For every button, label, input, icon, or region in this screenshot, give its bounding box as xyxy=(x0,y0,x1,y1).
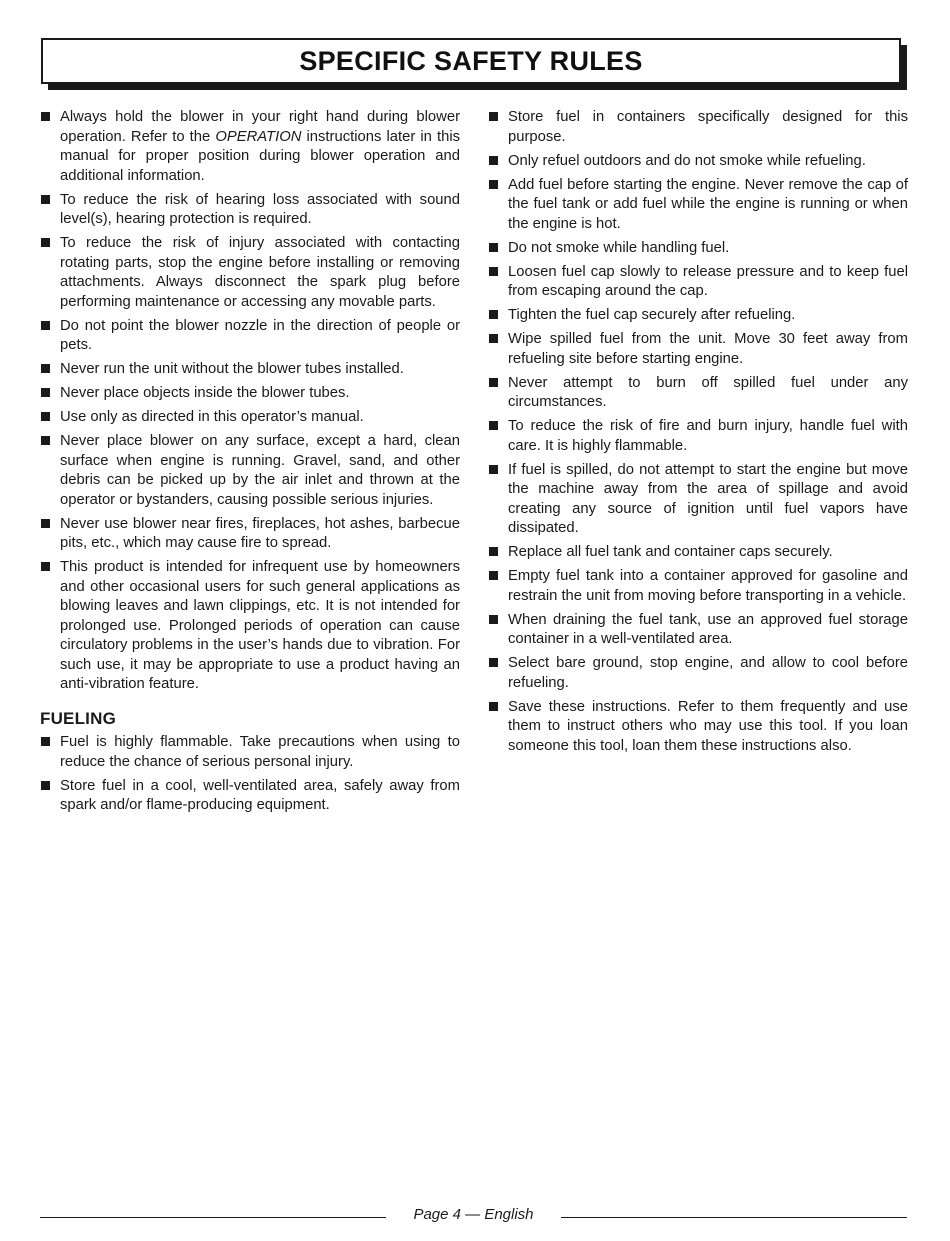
list-item-text: Do not point the blower nozzle in the direction of people or pets. xyxy=(60,317,460,353)
list-item xyxy=(40,360,460,380)
list-item xyxy=(488,176,908,235)
list-item-text: Never attempt to burn off spilled fuel under any circumstances. xyxy=(508,374,908,410)
list-item xyxy=(40,317,460,356)
list-item-text: Never use blower near fires, fireplaces, hot ashes, barbecue pits, etc., which may cause fire to spread. xyxy=(60,515,460,551)
square-bullet-icon xyxy=(489,243,498,252)
square-bullet-icon xyxy=(41,195,50,204)
list-item-text: Always hold the blower in your right hand during blower operation. Refer to the OPERATION instructions later in this manual for proper position during blower operation and additional information. xyxy=(60,109,460,184)
square-bullet-icon xyxy=(41,737,50,746)
square-bullet-icon xyxy=(489,334,498,343)
square-bullet-icon xyxy=(41,388,50,397)
list-item xyxy=(40,108,460,186)
square-bullet-icon xyxy=(489,615,498,624)
list-item xyxy=(488,698,908,757)
list-item-text: Save these instructions. Refer to them frequently and use them to instruct others who may use this tool. If you loan someone this tool, loan them these instructions also. xyxy=(508,698,908,754)
square-bullet-icon xyxy=(489,180,498,189)
right-rules-list xyxy=(488,108,908,756)
list-item xyxy=(488,543,908,563)
page-title: SPECIFIC SAFETY RULES xyxy=(299,45,643,76)
square-bullet-icon xyxy=(41,562,50,571)
list-item-text: Select bare ground, stop engine, and allow to cool before refueling. xyxy=(508,655,908,691)
list-item-text: Never run the unit without the blower tubes installed. xyxy=(60,361,404,377)
list-item xyxy=(488,152,908,172)
square-bullet-icon xyxy=(41,112,50,121)
left-rules-list xyxy=(40,108,460,695)
list-item-text: This product is intended for infrequent use by homeowners and other occasional users for such general applications as blowing leaves and lawn clippings, etc. It is not intended for prolonged use. Prolonged periods of operation can cause circulatory problems in the user’s hands due to vibration. For such use, it may be appropriate to use a product having an anti-vibration feature. xyxy=(60,559,460,692)
list-item-text: If fuel is spilled, do not attempt to start the engine but move the machine away from the area of spillage and avoid creating any source of ignition until fuel vapors have dissipated. xyxy=(508,461,908,536)
list-item-text: Loosen fuel cap slowly to release pressure and to keep fuel from escaping around the cap. xyxy=(508,263,908,299)
footer-rule-left xyxy=(40,1217,386,1218)
square-bullet-icon xyxy=(489,112,498,121)
list-item-text: Empty fuel tank into a container approved for gasoline and restrain the unit from moving before transporting in a vehicle. xyxy=(508,568,908,604)
operation-reference: OPERATION xyxy=(215,128,302,145)
list-item xyxy=(40,384,460,404)
list-item xyxy=(40,408,460,428)
list-item xyxy=(488,611,908,650)
list-item-text: When draining the fuel tank, use an approved fuel storage container in a well-ventilated area. xyxy=(508,611,908,647)
left-column xyxy=(40,108,460,820)
page-title-banner xyxy=(41,38,907,90)
list-item-text: To reduce the risk of injury associated with contacting rotating parts, stop the engine before installing or removing attachments. Always disconnect the spark plug before performing maintenance or accessing any movable parts. xyxy=(60,235,460,310)
list-item-text: Tighten the fuel cap securely after refueling. xyxy=(508,307,796,323)
square-bullet-icon xyxy=(41,364,50,373)
square-bullet-icon xyxy=(489,310,498,319)
square-bullet-icon xyxy=(489,378,498,387)
fueling-rules-list xyxy=(40,733,460,816)
list-item-text: Use only as directed in this operator’s manual. xyxy=(60,409,364,425)
list-item-text: Replace all fuel tank and container caps securely. xyxy=(508,544,833,560)
list-item xyxy=(488,263,908,302)
list-item-text: Add fuel before starting the engine. Never remove the cap of the fuel tank or add fuel while the engine is running or when the engine is hot. xyxy=(508,176,908,232)
square-bullet-icon xyxy=(41,412,50,421)
list-item xyxy=(40,558,460,695)
list-item-text: To reduce the risk of fire and burn injury, handle fuel with care. It is highly flammable. xyxy=(508,418,908,454)
list-item xyxy=(40,191,460,230)
list-item-text: Store fuel in a cool, well-ventilated area, safely away from spark and/or flame-producing equipment. xyxy=(60,777,460,813)
square-bullet-icon xyxy=(41,781,50,790)
square-bullet-icon xyxy=(489,547,498,556)
page-footer xyxy=(40,1204,907,1228)
list-item xyxy=(488,417,908,456)
list-item xyxy=(40,777,460,816)
list-item-text: Fuel is highly flammable. Take precautions when using to reduce the chance of serious personal injury. xyxy=(60,734,460,770)
square-bullet-icon xyxy=(489,702,498,711)
square-bullet-icon xyxy=(489,571,498,580)
list-item xyxy=(40,733,460,772)
list-item-text: To reduce the risk of hearing loss associated with sound level(s), hearing protection is required. xyxy=(60,191,460,227)
square-bullet-icon xyxy=(489,267,498,276)
list-item xyxy=(40,515,460,554)
square-bullet-icon xyxy=(489,465,498,474)
square-bullet-icon xyxy=(41,519,50,528)
fueling-heading: FUELING xyxy=(40,708,117,728)
title-banner-box xyxy=(41,38,901,84)
list-item xyxy=(40,234,460,312)
square-bullet-icon xyxy=(41,436,50,445)
list-item xyxy=(488,306,908,326)
list-item xyxy=(488,654,908,693)
list-item xyxy=(488,239,908,259)
list-item xyxy=(488,374,908,413)
square-bullet-icon xyxy=(41,238,50,247)
list-item xyxy=(40,432,460,510)
list-item-text: Do not smoke while handling fuel. xyxy=(508,239,730,256)
right-column xyxy=(488,108,908,761)
list-item xyxy=(488,461,908,539)
square-bullet-icon xyxy=(489,658,498,667)
list-item-text: Store fuel in containers specifically designed for this purpose. xyxy=(508,109,908,145)
list-item xyxy=(488,108,908,147)
footer-rule-right xyxy=(561,1217,907,1218)
list-item xyxy=(488,330,908,369)
page-number-label: Page 4 — English xyxy=(413,1206,534,1223)
list-item-text: Wipe spilled fuel from the unit. Move 30 feet away from refueling site before starting engine. xyxy=(508,331,908,367)
list-item-text: Never place objects inside the blower tubes. xyxy=(60,385,350,401)
square-bullet-icon xyxy=(489,156,498,165)
list-item-text: Only refuel outdoors and do not smoke while refueling. xyxy=(508,152,866,169)
list-item-text: Never place blower on any surface, except a hard, clean surface when engine is running. Gravel, sand, and other debris can be picked up by the air inlet and thrown at the operator or bystanders, causing possible serious injuries. xyxy=(60,433,460,508)
square-bullet-icon xyxy=(489,421,498,430)
list-item xyxy=(488,567,908,606)
square-bullet-icon xyxy=(41,321,50,330)
